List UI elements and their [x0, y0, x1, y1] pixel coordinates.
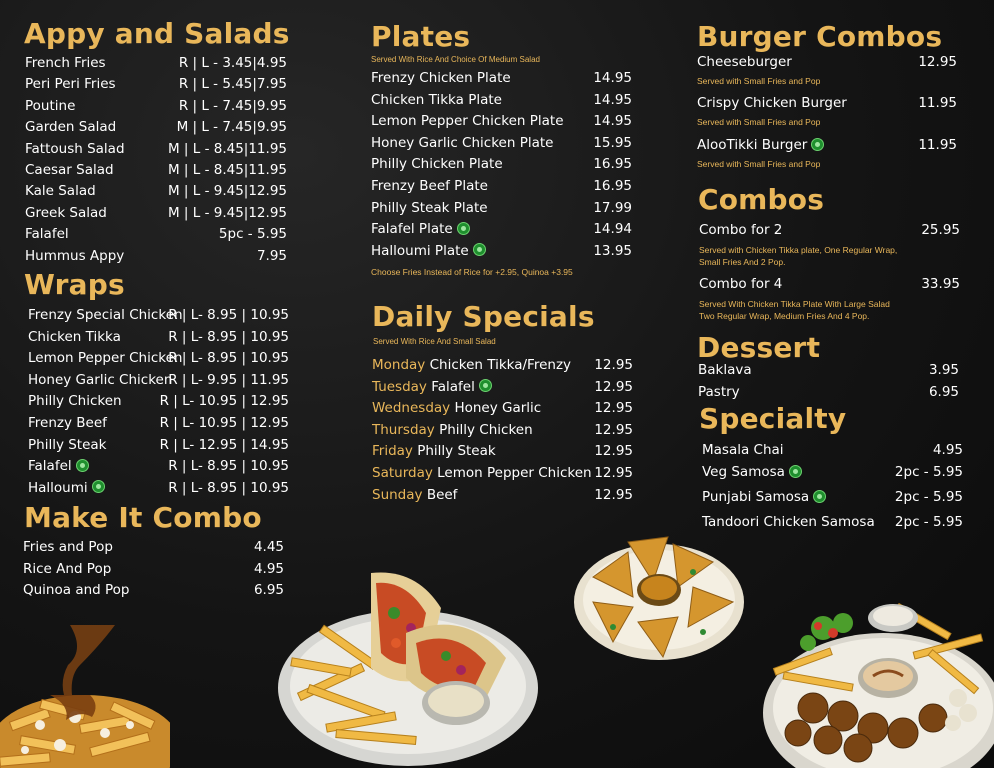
menu-item — [25, 76, 287, 94]
item-name: Honey Garlic Chicken — [28, 371, 173, 388]
menu-item — [699, 276, 960, 294]
menu-item — [702, 514, 963, 532]
item-price: R | L - 7.45|9.95 — [178, 97, 287, 114]
veg-leaf-icon — [473, 243, 486, 256]
veg-leaf-icon — [813, 490, 826, 503]
item-price: 7.95 — [256, 247, 287, 264]
item-name: Punjabi Samosa — [702, 489, 826, 505]
item-price: R | L- 10.95 | 12.95 — [159, 393, 289, 410]
item-price: 15.95 — [593, 134, 632, 151]
special-day: Thursday — [372, 421, 435, 438]
item-price: 11.95 — [918, 137, 957, 153]
item-name: Philly Steak — [417, 443, 496, 460]
menu-item — [25, 226, 287, 244]
item-name: Kale Salad — [25, 183, 96, 200]
special-label — [372, 379, 492, 395]
menu-item — [371, 200, 632, 218]
menu-item — [28, 393, 289, 411]
item-price: 14.95 — [593, 91, 632, 108]
menu-item — [25, 183, 287, 201]
special-label — [372, 443, 496, 459]
item-name: Cheeseburger — [697, 54, 792, 70]
item-price: 25.95 — [921, 222, 960, 238]
item-price: 12.95 — [918, 54, 957, 70]
menu-item — [371, 178, 632, 196]
item-price: 2pc - 5.95 — [894, 489, 963, 505]
item-price: R | L- 10.95 | 12.95 — [159, 415, 289, 431]
item-name: Falafel — [431, 378, 475, 395]
item-name: Falafel — [25, 226, 69, 243]
menu-item — [28, 480, 289, 498]
menu-item — [28, 415, 289, 433]
item-price: R | L- 8.95 | 10.95 — [168, 307, 289, 323]
item-note: Served with Chicken Tikka plate, One Regular Wrap, — [699, 245, 898, 255]
item-price: R | L- 8.95 | 10.95 — [168, 350, 289, 367]
appy-title: Appy and Salads — [24, 17, 290, 50]
item-name: Combo for 2 — [699, 222, 783, 238]
special-item — [372, 465, 633, 483]
item-name: Philly Steak — [28, 436, 107, 453]
veg-leaf-icon — [76, 459, 89, 472]
menu-item — [371, 135, 632, 153]
specialty-title: Specialty — [699, 402, 847, 435]
special-item — [372, 379, 633, 397]
veg-leaf-icon — [811, 138, 824, 151]
item-price: R | L- 8.95 | 10.95 — [168, 458, 289, 475]
veg-leaf-icon — [92, 480, 105, 493]
item-price: 11.95 — [918, 95, 957, 111]
special-day: Tuesday — [372, 378, 427, 395]
menu-item — [698, 384, 959, 402]
menu-item — [28, 458, 289, 476]
menu-item — [699, 222, 960, 240]
special-label — [372, 465, 592, 481]
special-day: Sunday — [372, 486, 423, 503]
special-item — [372, 357, 633, 375]
item-name: Philly Chicken Plate — [371, 156, 503, 173]
item-name: Lemon Pepper Chicken — [437, 465, 592, 481]
item-name: Poutine — [25, 97, 76, 114]
item-price: R | L- 12.95 | 14.95 — [159, 436, 289, 453]
menu-item — [702, 464, 963, 482]
item-price: M | L - 9.45|12.95 — [167, 183, 287, 200]
menu-item — [28, 350, 289, 368]
item-price: 17.99 — [593, 199, 632, 216]
menu-item — [371, 70, 632, 88]
item-name: Honey Garlic Chicken Plate — [371, 134, 554, 151]
item-price: M | L - 8.45|11.95 — [167, 140, 287, 157]
specials-title: Daily Specials — [372, 300, 595, 333]
item-price: 6.95 — [928, 383, 959, 400]
menu-item — [25, 119, 287, 137]
item-price: 4.95 — [932, 442, 963, 458]
plates-subtitle: Served With Rice And Choice Of Medium Salad — [371, 55, 540, 64]
item-name: French Fries — [25, 55, 106, 71]
veg-leaf-icon — [479, 379, 492, 392]
special-day: Wednesday — [372, 400, 451, 417]
menu-item — [697, 95, 957, 113]
plates-note: Choose Fries Instead of Rice for +2.95, Quinoa +3.95 — [371, 267, 573, 277]
item-name: Pastry — [698, 383, 740, 400]
menu-item — [28, 372, 289, 390]
item-price: R | L - 3.45|4.95 — [178, 55, 287, 71]
item-price: R | L- 8.95 | 10.95 — [168, 479, 289, 496]
item-note: Served with Small Fries and Pop — [697, 159, 821, 169]
item-price: 14.95 — [593, 70, 632, 86]
item-name: Philly Chicken — [28, 393, 122, 410]
menu-item — [702, 442, 963, 460]
item-name: Halloumi Plate — [371, 243, 486, 259]
item-price: M | L - 9.45|12.95 — [167, 204, 287, 221]
menu-item — [23, 539, 284, 557]
menu-item — [25, 205, 287, 223]
item-price: 12.95 — [594, 443, 633, 460]
item-price: 6.95 — [253, 582, 284, 599]
item-name: Combo for 4 — [699, 276, 783, 292]
dessert-title: Dessert — [697, 331, 821, 364]
make-combo-title: Make It Combo — [24, 501, 262, 534]
item-price: 33.95 — [921, 276, 960, 292]
item-note: Served With Chicken Tikka Plate With Large Salad — [699, 299, 890, 309]
item-price: 12.95 — [594, 465, 633, 481]
item-price: 16.95 — [593, 178, 632, 194]
menu-item — [371, 243, 632, 261]
item-name: Chicken Tikka — [28, 328, 121, 345]
item-name: Falafel Plate — [371, 221, 470, 237]
item-price: 4.45 — [253, 539, 284, 555]
menu-item — [23, 582, 284, 600]
item-name: Veg Samosa — [702, 464, 802, 480]
item-price: 12.95 — [594, 378, 633, 395]
item-name: Quinoa and Pop — [23, 582, 130, 599]
item-name: Halloumi — [28, 480, 105, 496]
item-name: Lemon Pepper Chicken — [28, 350, 183, 367]
item-name: Falafel — [28, 458, 89, 474]
item-name: Garden Salad — [25, 119, 117, 136]
combos-title: Combos — [698, 183, 825, 216]
menu-item — [28, 329, 289, 347]
item-name: Greek Salad — [25, 204, 107, 221]
item-name: Baklava — [698, 362, 752, 378]
menu-item — [371, 113, 632, 131]
item-name: Fries and Pop — [23, 539, 113, 555]
menu-item — [23, 561, 284, 579]
item-price: M | L - 8.45|11.95 — [167, 162, 287, 178]
item-price: R | L- 8.95 | 10.95 — [168, 328, 289, 345]
item-name: Philly Chicken — [439, 421, 533, 438]
item-price: 14.95 — [593, 113, 632, 130]
item-note: Served with Small Fries and Pop — [697, 76, 821, 86]
menu-item — [25, 141, 287, 159]
item-name: Honey Garlic — [454, 400, 542, 417]
item-price: 13.95 — [593, 242, 632, 259]
menu-item — [702, 489, 963, 507]
wraps-title: Wraps — [24, 268, 125, 301]
item-note: Served with Small Fries and Pop — [697, 117, 821, 127]
specials-subtitle: Served With Rice And Small Salad — [373, 337, 496, 346]
item-price: 16.95 — [593, 156, 632, 173]
menu-item — [371, 221, 632, 239]
menu-item — [371, 92, 632, 110]
item-name: Hummus Appy — [25, 247, 125, 264]
item-price: 5pc - 5.95 — [218, 226, 287, 243]
item-price: M | L - 7.45|9.95 — [176, 119, 287, 136]
wrap-and-fries-image — [276, 568, 541, 768]
menu-item — [697, 137, 957, 155]
menu-item — [28, 307, 289, 325]
item-name: Peri Peri Fries — [25, 76, 116, 93]
poutine-image — [0, 625, 170, 768]
item-price: 12.95 — [594, 357, 633, 373]
plates-title: Plates — [371, 20, 471, 53]
samosa-plate-image — [573, 532, 745, 662]
falafel-platter-image — [763, 588, 994, 768]
item-price: R | L - 5.45|7.95 — [178, 76, 287, 93]
item-name: Frenzy Beef — [28, 415, 107, 431]
menu-item — [25, 162, 287, 180]
item-price: R | L- 9.95 | 11.95 — [168, 371, 289, 388]
item-name: Tandoori Chicken Samosa — [702, 514, 875, 530]
item-name: Beef — [426, 486, 458, 503]
special-label — [372, 487, 457, 503]
item-name: Caesar Salad — [25, 162, 114, 178]
item-name: Chicken Tikka/Frenzy — [429, 357, 572, 373]
item-name: Fattoush Salad — [25, 140, 125, 157]
special-item — [372, 400, 633, 418]
item-price: 4.95 — [253, 560, 284, 577]
menu-item — [371, 156, 632, 174]
item-name: Lemon Pepper Chicken Plate — [371, 113, 564, 130]
special-item — [372, 422, 633, 440]
item-price: 12.95 — [594, 486, 633, 503]
item-name: AlooTikki Burger — [697, 137, 824, 153]
special-day: Saturday — [372, 465, 433, 481]
item-name: Frenzy Beef Plate — [371, 178, 488, 194]
special-day: Monday — [372, 357, 426, 373]
item-price: 12.95 — [594, 400, 633, 417]
item-note: Small Fries And 2 Pop. — [699, 257, 786, 267]
special-label — [372, 422, 533, 438]
item-price: 14.94 — [593, 221, 632, 238]
menu-item — [25, 248, 287, 266]
item-name: Crispy Chicken Burger — [697, 95, 847, 111]
special-label — [372, 400, 541, 416]
veg-leaf-icon — [457, 222, 470, 235]
menu-item — [25, 98, 287, 116]
special-item — [372, 487, 633, 505]
special-label — [372, 357, 571, 373]
item-name: Frenzy Chicken Plate — [371, 70, 511, 86]
item-price: 12.95 — [594, 421, 633, 438]
item-name: Masala Chai — [702, 442, 784, 458]
item-price: 2pc - 5.95 — [894, 514, 963, 530]
item-price: 3.95 — [928, 362, 959, 378]
item-price: 2pc - 5.95 — [894, 464, 963, 480]
item-note: Two Regular Wrap, Medium Fries And 4 Pop. — [699, 311, 870, 321]
item-name: Chicken Tikka Plate — [371, 91, 502, 108]
menu-item — [25, 55, 287, 73]
item-name: Frenzy Special Chicken — [28, 307, 183, 323]
menu-item — [698, 362, 959, 380]
burger-combos-title: Burger Combos — [697, 20, 943, 53]
item-name: Philly Steak Plate — [371, 199, 488, 216]
special-item — [372, 443, 633, 461]
item-name: Rice And Pop — [23, 560, 112, 577]
menu-item — [28, 437, 289, 455]
menu-item — [697, 54, 957, 72]
special-day: Friday — [372, 443, 413, 460]
veg-leaf-icon — [789, 465, 802, 478]
